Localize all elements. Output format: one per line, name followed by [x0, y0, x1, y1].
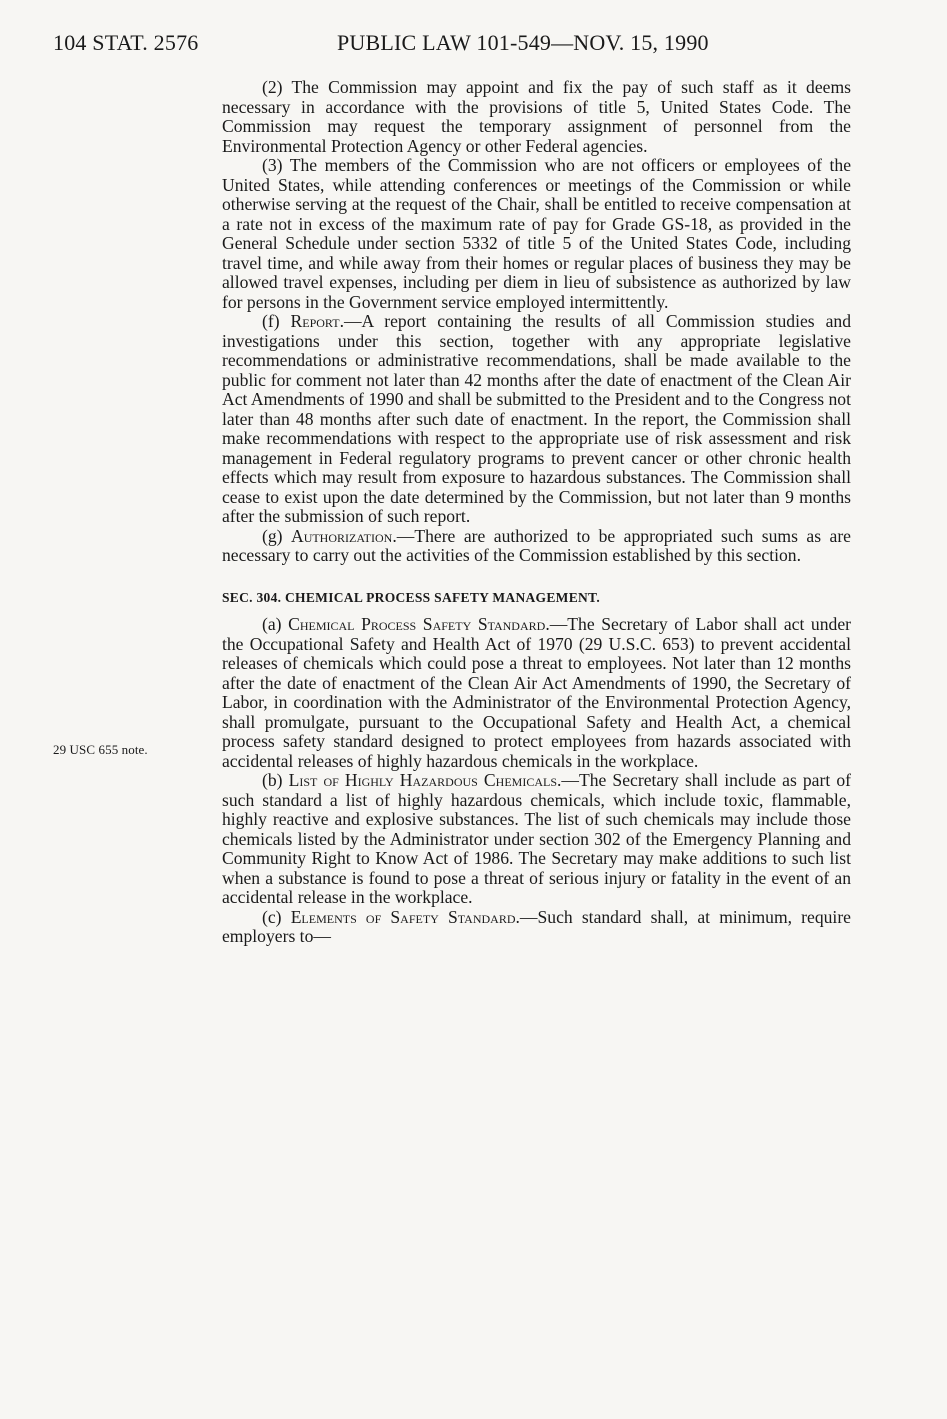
- subsection-c: [222, 908, 851, 947]
- subsection-g-prefix: (g): [262, 525, 291, 546]
- subsection-a-text: .—The Secretary of Labor shall act under the Occupational Safety and Health Act of 1970 (29 U.S.C. 653) to prevent accidental releases of chemicals which could pose a threat to employees. Not later than 12 months after the date of enactment of the Clean Air Act Amendments of 1990, the Secretary of Labor, in coordination with the Administrator of the Environmental Protection Agency, shall promulgate, pursuant to the Occupational Safety and Health Act, a chemical process safety standard designed to protect employees from hazards associated with accidental releases of highly hazardous chemicals in the workplace.: [222, 614, 851, 771]
- subsection-g: [222, 527, 851, 566]
- subsection-a-heading: Chemical Process Safety Standard: [288, 614, 546, 634]
- subsection-g-text: .—There are authorized to be appropriated such sums as are necessary to carry out the activities of the Commission established by this section.: [222, 525, 851, 565]
- subsection-g-heading: Authorization: [290, 525, 393, 546]
- subsection-f-heading: Report: [290, 311, 340, 331]
- page-running-title: PUBLIC LAW 101-549—NOV. 15, 1990: [337, 30, 709, 55]
- subsection-c-heading: Elements of Safety Standard: [290, 906, 516, 927]
- body-text: [222, 78, 851, 947]
- subsection-f-text: .—A report containing the results of all Commission studies and investigations under this section, together with any appropriate legislative recommendations or administrative recommendations, shall be made available to the public for comment not later than 42 months after the date of enactment of the Clean Air Act Amendments of 1990 and shall be submitted to the President and to the Congress not later than 48 months after such date of enactment. In the report, the Commission shall make recommendations with respect to the appropriate use of risk assessment and risk management in Federal regulatory programs to prevent cancer or other chronic health effects which may result from exposure to hazardous substances. The Commission shall cease to exist upon the date determined by the Commission, but not later than 9 months after the submission of such report.: [222, 311, 851, 526]
- subsection-b: [222, 771, 851, 908]
- subsection-a: [222, 615, 851, 771]
- usc-margin-note: 29 USC 655 note.: [53, 742, 148, 757]
- subsection-a-prefix: (a): [262, 614, 289, 634]
- subsection-c-prefix: (c): [262, 906, 291, 927]
- subsection-b-prefix: (b): [262, 770, 289, 790]
- page-stat-citation: 104 STAT. 2576: [53, 30, 199, 55]
- subsection-b-heading: List of Highly Hazardous Chemicals: [288, 770, 557, 790]
- subsection-f-prefix: (f): [262, 311, 291, 331]
- subsection-c-text: .—Such standard shall, at minimum, require employers to—: [222, 906, 851, 946]
- paragraph-3: (3) The members of the Commission who are not officers or employees of the United States, while attending conferences or meetings of the Commission or while otherwise serving at the request of the Chair, shall be entitled to receive compensation at a rate not in excess of the maximum rate of pay for Grade GS-18, as provided in the General Schedule under section 5332 of title 5 of the United States Code, including travel time, and while away from their homes or regular places of business they may be allowed travel expenses, including per diem in lieu of subsistence as authorized by law for persons in the Government service employed intermittently.: [222, 155, 851, 312]
- subsection-b-text: .—The Secretary shall include as part of such standard a list of highly hazardous chemicals, which include toxic, flammable, highly reactive and explosive substances. The list of such chemicals may include those chemicals listed by the Administrator under section 302 of the Emergency Planning and Community Right to Know Act of 1986. The Secretary may make additions to such list when a substance is found to pose a threat of serious injury or fatality in the event of an accidental release in the workplace.: [222, 770, 851, 907]
- section-heading: SEC. 304. CHEMICAL PROCESS SAFETY MANAGEMENT.: [222, 589, 601, 605]
- paragraph-2: (2) The Commission may appoint and fix the pay of such staff as it deems necessary in accordance with the provisions of title 5, United States Code. The Commission may request the temporary assignment of personnel from the Environmental Protection Agency or other Federal agencies.: [222, 77, 851, 156]
- subsection-f: [222, 312, 851, 527]
